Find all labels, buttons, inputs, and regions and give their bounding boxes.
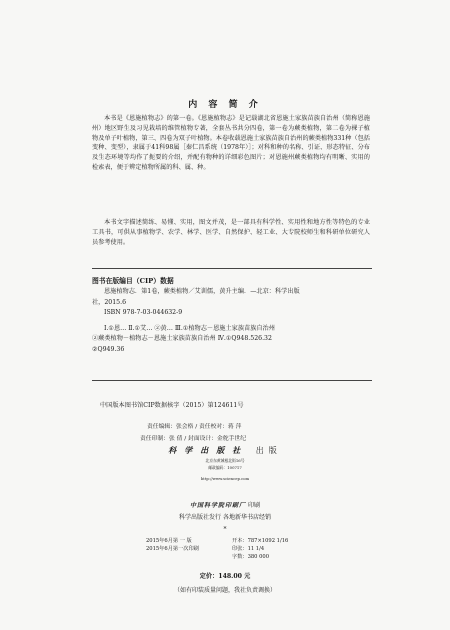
publisher-postcode: 邮政编码：100717 <box>208 465 242 470</box>
edition-date: 2015年6月第 一 版 <box>146 538 192 544</box>
publisher-website: http://www.sciencep.com <box>200 476 250 481</box>
separator-mark: * <box>223 526 227 533</box>
intro-paragraph-2 <box>92 218 370 247</box>
publisher-address: 北京东黄城根北街16号 <box>205 458 245 463</box>
price: 定价：148.00 元 <box>199 573 251 580</box>
printing-date: 2015年6月第一次印刷 <box>146 546 199 552</box>
page-title: 内 容 简 介 <box>188 100 262 110</box>
quality-notice: （如有印装质量问题，我社负责调换） <box>173 587 276 594</box>
cip-heading: 图书在版编目（CIP）数据 <box>92 277 174 285</box>
cip-line-1: 恩施植物志．第1卷，蕨类植物／艾训儒，黄升主编．—北京：科学出版 <box>104 288 300 295</box>
intro-paragraph-1 <box>92 114 370 173</box>
cip-line-4: Ⅰ.①恩… Ⅱ.①艾… ②黄… Ⅲ.①植物志－恩施土家族苗族自治州 <box>104 324 275 332</box>
cip-number: 中国版本图书馆CIP数据核字（2015）第124611号 <box>100 402 244 409</box>
staff-line-1: 责任编辑：张会格 / 责任校对：蒋 萍 <box>147 424 242 430</box>
edition-row-2 <box>146 545 288 553</box>
publisher-logo-text: 科学出版社 <box>168 446 249 455</box>
cip-block <box>92 287 372 355</box>
publisher-name <box>0 445 450 456</box>
edition-row-3 <box>146 553 288 561</box>
printer-line <box>0 500 450 509</box>
intro-text-1: 本书是《恩施植物志》的第一卷。《恩施植物志》是记载湖北省恩施土家族苗族自治州（简称恩施州）地区野生及习见栽培的维管植物专著，全套丛书共分四卷，第一卷为蕨类植物，第二卷为裸子植物及单子叶植物，第三、四卷为双子叶植物。本卷收载恩施土家族苗族自治州的蕨类植物331种（包括变种、变型），隶属于41科98属［秦仁昌系统（1978年）］；对科和种的名称、引证、形态特征、分布及生态环境等均作了扼要的介绍，并配有物种的详细彩色图片；对恩施州蕨类植物均有明晰、实用的检索表，便于辨定植物所属的科、属、种。 <box>92 115 370 171</box>
printer-logo-text: 中国科学院印刷厂 <box>190 502 247 509</box>
intro-text-2: 本书文字描述简练、易懂、实用，图文并茂，是一部具有科学性、实用性和地方性等特色的专业工具书，可供从事植物学、农学、林学、医学、自然保护、轻工业、大专院校师生和科研单位研究人员参考使用。 <box>92 219 370 246</box>
distribution-line: 科学出版社发行 各地新华书店经销 <box>179 514 271 521</box>
edition-table <box>146 537 288 561</box>
edition-wordcount: 字数：380 000 <box>232 554 270 560</box>
edition-format: 开本：787×1092 1/16 <box>232 538 289 544</box>
cip-line-5: ②蕨类植物－植物志－恩施土家族苗族自治州 Ⅳ.①Q948.526.32 <box>92 335 272 342</box>
printer-suffix: 印刷 <box>247 502 260 509</box>
cip-line-6: ②Q949.36 <box>92 345 125 353</box>
divider-top <box>92 268 372 269</box>
staff-line-2: 责任印制：张 倩 / 封面设计：金舵手世纪 <box>140 436 247 442</box>
publisher-suffix: 出版 <box>255 446 282 455</box>
cip-line-3: ISBN 978-7-03-044632-9 <box>104 309 183 316</box>
edition-row-1 <box>146 537 288 545</box>
edition-sheets: 印张：11 1/4 <box>232 546 265 552</box>
divider-middle <box>92 380 372 381</box>
cip-line-2: 社，2015.6 <box>92 298 127 306</box>
